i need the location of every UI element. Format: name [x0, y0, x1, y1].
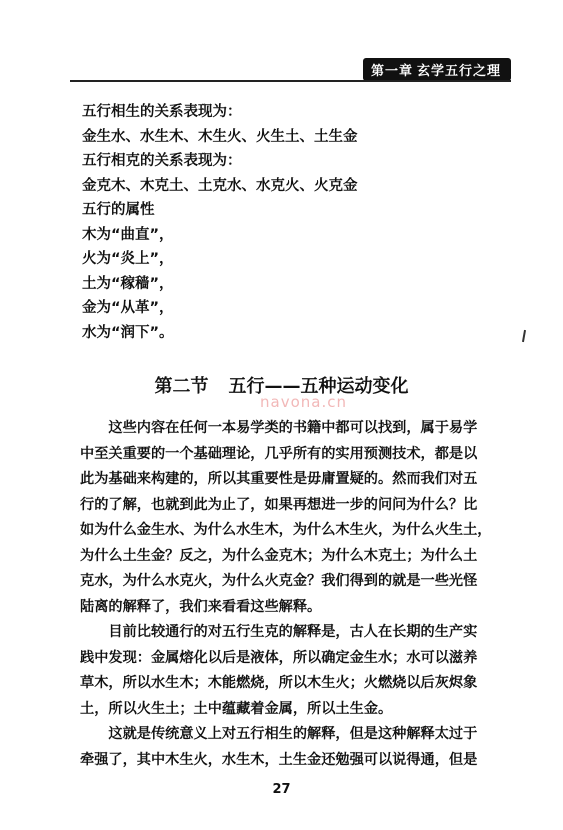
margin-mark [522, 330, 526, 342]
body-line: 草木，所以水生木；木能燃烧，所以木生火；火燃烧以后灰烬象 [80, 675, 478, 691]
list-line: 金为“从革”， [82, 300, 174, 316]
list-line: 土为“稼穑”， [82, 275, 174, 292]
body-line: 行的了解，也就到此为止了，如果再想进一步的问问为什么？比 [80, 496, 478, 513]
list-line: 水为“润下”。 [82, 324, 174, 341]
list-line: 五行相克的关系表现为： [82, 153, 242, 169]
chapter-header-badge [363, 58, 511, 81]
list-line: 木为“曲直”， [82, 226, 174, 243]
body-line: 陆离的解释了，我们来看看这些解释。 [80, 598, 322, 615]
body-line: 这些内容在任何一本易学类的书籍中都可以找到，属于易学 [80, 420, 478, 436]
section-number: 第二节 [154, 376, 209, 397]
page-number: 27 [272, 782, 291, 797]
body-line: 为什么土生金？反之，为什么金克木；为什么木克土；为什么土 [80, 547, 478, 564]
body-line: 中至关重要的一个基础理论，几乎所有的实用预测技术，都是以 [80, 445, 478, 462]
list-line: 火为“炎上”， [82, 251, 174, 267]
body-line: 这就是传统意义上对五行相生的解释，但是这种解释太过于 [80, 726, 478, 742]
list-line: 五行相生的关系表现为： [82, 104, 242, 120]
body-line: 此为基础来构建的，所以其重要性是毋庸置疑的。然而我们对五 [80, 471, 478, 487]
list-line: 五行的属性 [82, 202, 155, 218]
chapter-number: 第一章 [370, 64, 413, 79]
body-paragraphs [80, 416, 500, 773]
body-line: 土，所以火生土；土中蕴藏着金属，所以土生金。 [80, 700, 393, 717]
header-rule [70, 80, 511, 82]
body-line: 目前比较通行的对五行生克的解释是，古人在长期的生产实 [80, 624, 478, 640]
watermark: navona.cn [260, 393, 347, 411]
body-line: 如为什么金生水、为什么水生木，为什么木生火，为什么火生土， [80, 522, 492, 538]
five-elements-list [82, 100, 358, 345]
list-line: 金生水、水生木、木生火、火生土、土生金 [82, 128, 358, 145]
list-line: 金克木、木克土、土克水、水克火、火克金 [82, 177, 358, 194]
section-title: 五行——五种运动变化 [228, 376, 409, 397]
body-line: 践中发现：金属熔化以后是液体，所以确定金生水；水可以滋养 [80, 649, 478, 666]
chapter-title: 玄学五行之理 [416, 64, 501, 79]
body-line: 克水，为什么水克火，为什么火克金？我们得到的就是一些光怪 [80, 573, 478, 589]
body-line: 牵强了，其中木生火，水生木，土生金还勉强可以说得通，但是 [80, 751, 478, 768]
